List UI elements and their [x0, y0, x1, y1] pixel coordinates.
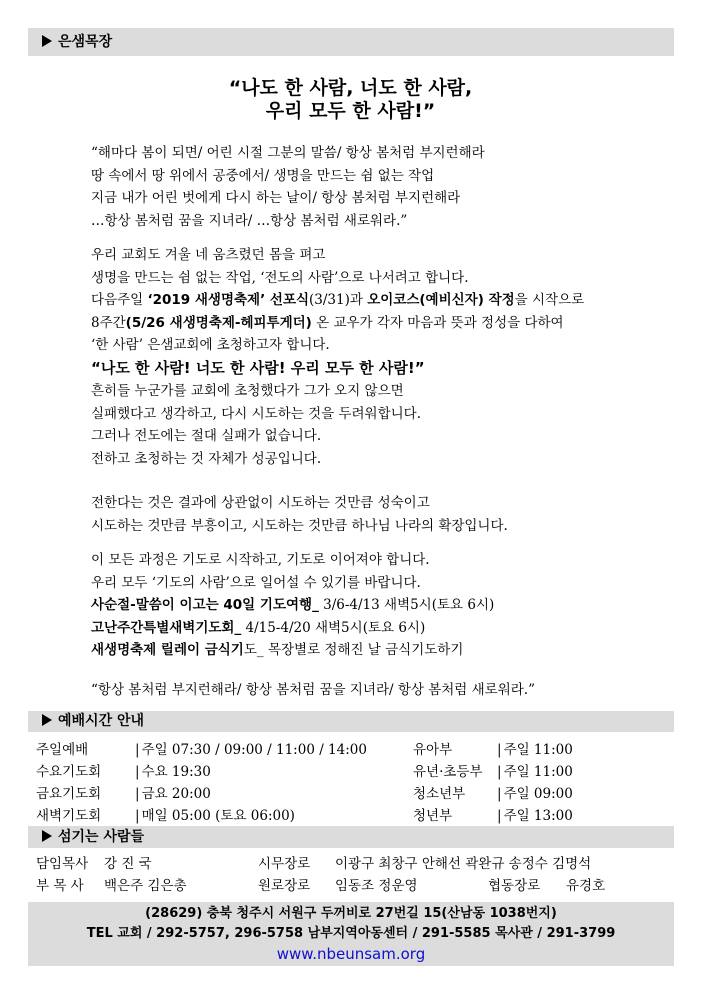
schedule-time: 주일 09:00	[503, 786, 573, 802]
section-title: 예배시간 안내	[58, 713, 145, 729]
schedule-time: 금요 20:00	[141, 786, 211, 802]
schedule-label: 새벽기도회	[36, 808, 102, 824]
triangle-icon	[42, 714, 52, 726]
text-line: 땅 속에서 땅 위에서 공중에서/ 생명을 만드는 쉼 없는 작업	[91, 167, 435, 184]
church-address: (28629) 충북 청주시 서원구 두꺼비로 27번길 15(산남동 1038번지)	[145, 906, 557, 921]
church-footer	[28, 902, 674, 966]
text-span: 다음주일	[91, 292, 148, 308]
text-span: (3/31)과	[309, 292, 368, 308]
text-line	[91, 617, 671, 640]
section-header-worship	[28, 711, 674, 732]
text-line: 시도하는 것만큼 부흥이고, 시도하는 것만큼 하나님 나라의 확장입니다.	[91, 517, 508, 534]
bold-span: ‘2019 새생명축제’ 선포식	[147, 292, 310, 308]
schedule-row: 주일예배 | 주일 07:30 / 09:00 / 11:00 / 14:00	[36, 739, 367, 761]
person-names: 임동조 정운영	[335, 878, 418, 894]
schedule-time: 매일 05:00 (토요 06:00)	[141, 808, 295, 824]
text-line: 흔히들 누군가를 교회에 초청했다가 그가 오지 않으면	[91, 383, 404, 399]
schedule-label: 주일예배	[36, 742, 89, 758]
servants-row	[36, 875, 676, 897]
schedule-row: 수요기도회 | 수요 19:30	[36, 761, 211, 783]
text-line: 생명을 만드는 쉼 없는 작업, ‘전도의 사람’으로 나서려고 합니다.	[91, 269, 469, 286]
role-label: 부 목 사	[36, 878, 84, 894]
bold-span: (5/26 새생명축제-헤피투게더)	[125, 314, 312, 331]
servants-row	[36, 853, 676, 875]
triangle-icon	[42, 35, 52, 47]
text-line: ‘한 사람’ 은샘교회에 초청하고자 합니다.	[91, 337, 330, 353]
triangle-icon	[42, 830, 52, 842]
role-label: 원로장로	[258, 878, 311, 894]
church-phone: TEL 교회 / 292-5757, 296-5758 남부지역아동센터 / 291-5585 목사관 / 291-3799	[86, 926, 616, 941]
text-line: “해마다 봄이 되면/ 어린 시절 그분의 말씀/ 항상 봄처럼 부지런해라	[91, 145, 485, 161]
schedule-row: 금요기도회 | 금요 20:00	[36, 783, 211, 805]
schedule-label: 유년·초등부	[413, 764, 483, 780]
schedule-label: 청년부	[413, 808, 453, 824]
role-label: 시무장로	[258, 856, 311, 872]
person-names: 백은주 김은총	[104, 878, 187, 894]
slogan-line: “나도 한 사람! 너도 한 사람! 우리 모두 한 사람!”	[91, 358, 425, 377]
text-span: 온 교우가 각자 마음과 뜻과 정성을 다하여	[311, 314, 564, 331]
text-line	[91, 639, 671, 662]
invitation-paragraph	[91, 244, 671, 379]
schedule-row: 청년부 | 주일 13:00	[413, 805, 573, 827]
text-span: 도_ 목장별로 정해진 날 금식기도하기	[243, 642, 464, 658]
text-line	[91, 289, 671, 312]
role-label: 협동장로	[488, 878, 541, 894]
article-title-line2: 우리 모두 한 사람!”	[265, 100, 436, 122]
prayer-paragraph	[91, 549, 671, 662]
text-span: 을 시작으로	[514, 292, 585, 308]
role-label: 담임목사	[36, 856, 89, 872]
servants-list	[36, 853, 676, 899]
text-line	[91, 594, 671, 617]
closing-paragraph	[91, 679, 671, 702]
text-line: 우리 교회도 겨울 네 움츠렸던 몸을 펴고	[91, 247, 326, 263]
text-line: …항상 봄처럼 꿈을 지녀라/ …항상 봄처럼 새로워라.”	[91, 212, 408, 229]
bold-span: 고난주간특별새벽기도회_	[91, 619, 242, 636]
bold-span: 새생명축제 릴레이 금식기	[91, 642, 244, 658]
schedule-time: 주일 13:00	[503, 808, 573, 824]
text-span: 3/6-4/13 새벽5시(토요 6시)	[318, 597, 495, 613]
schedule-row: 유년·초등부 | 주일 11:00	[413, 761, 573, 783]
schedule-label: 유아부	[413, 742, 453, 758]
poem-paragraph	[91, 142, 671, 232]
failure-paragraph	[91, 380, 671, 470]
schedule-label: 청소년부	[413, 786, 466, 802]
schedule-row: 유아부 | 주일 11:00	[413, 739, 573, 761]
text-line: 이 모든 과정은 기도로 시작하고, 기도로 이어져야 합니다.	[91, 552, 430, 568]
bold-span: 사순절-말씀이 이고는 40일 기도여행_	[91, 597, 319, 613]
website-link[interactable]: www.nbeunsam.org	[276, 945, 426, 963]
schedule-time: 수요 19:30	[141, 764, 211, 780]
article-title-line1: “나도 한 사람, 너도 한 사람,	[228, 77, 473, 99]
text-span: 4/15-4/20 새벽5시(토요 6시)	[241, 619, 426, 636]
schedule-label: 금요기도회	[36, 786, 102, 802]
section-header-pastor	[28, 28, 674, 56]
person-names: 이광구 최창구 안해선 곽완규 송정수 김명석	[335, 856, 592, 872]
bold-span: 오이코스(예비신자) 작정	[367, 292, 515, 308]
schedule-label: 수요기도회	[36, 764, 102, 780]
section-header-servants	[28, 826, 674, 848]
schedule-time: 주일 11:00	[503, 764, 573, 780]
text-line: 전하고 초청하는 것 자체가 성공입니다.	[91, 450, 322, 467]
text-line	[91, 312, 671, 335]
person-name: 강 진 국	[104, 856, 152, 872]
text-span: 8주간	[91, 314, 126, 331]
schedule-row: 새벽기도회 | 매일 05:00 (토요 06:00)	[36, 805, 295, 827]
text-line: 그러나 전도에는 절대 실패가 없습니다.	[91, 428, 322, 444]
section-title: 섬기는 사람들	[58, 829, 145, 845]
text-line: 전한다는 것은 결과에 상관없이 시도하는 것만큼 성숙이고	[91, 495, 430, 511]
text-line: “항상 봄처럼 부지런해라/ 항상 봄처럼 꿈을 지녀라/ 항상 봄처럼 새로워라.”	[91, 682, 536, 698]
schedule-time: 주일 11:00	[503, 742, 573, 758]
text-line: 실패했다고 생각하고, 다시 시도하는 것을 두려워합니다.	[91, 405, 421, 422]
schedule-time: 주일 07:30 / 09:00 / 11:00 / 14:00	[141, 742, 367, 758]
person-name: 유경호	[566, 878, 606, 894]
section-title: 은샘목장	[58, 34, 113, 50]
text-line: 지금 내가 어린 벗에게 다시 하는 날이/ 항상 봄처럼 부지런해라	[91, 190, 461, 206]
schedule-row: 청소년부 | 주일 09:00	[413, 783, 573, 805]
growth-paragraph	[91, 492, 671, 537]
text-line: 우리 모두 ‘기도의 사람’으로 일어설 수 있기를 바랍니다.	[91, 574, 421, 591]
